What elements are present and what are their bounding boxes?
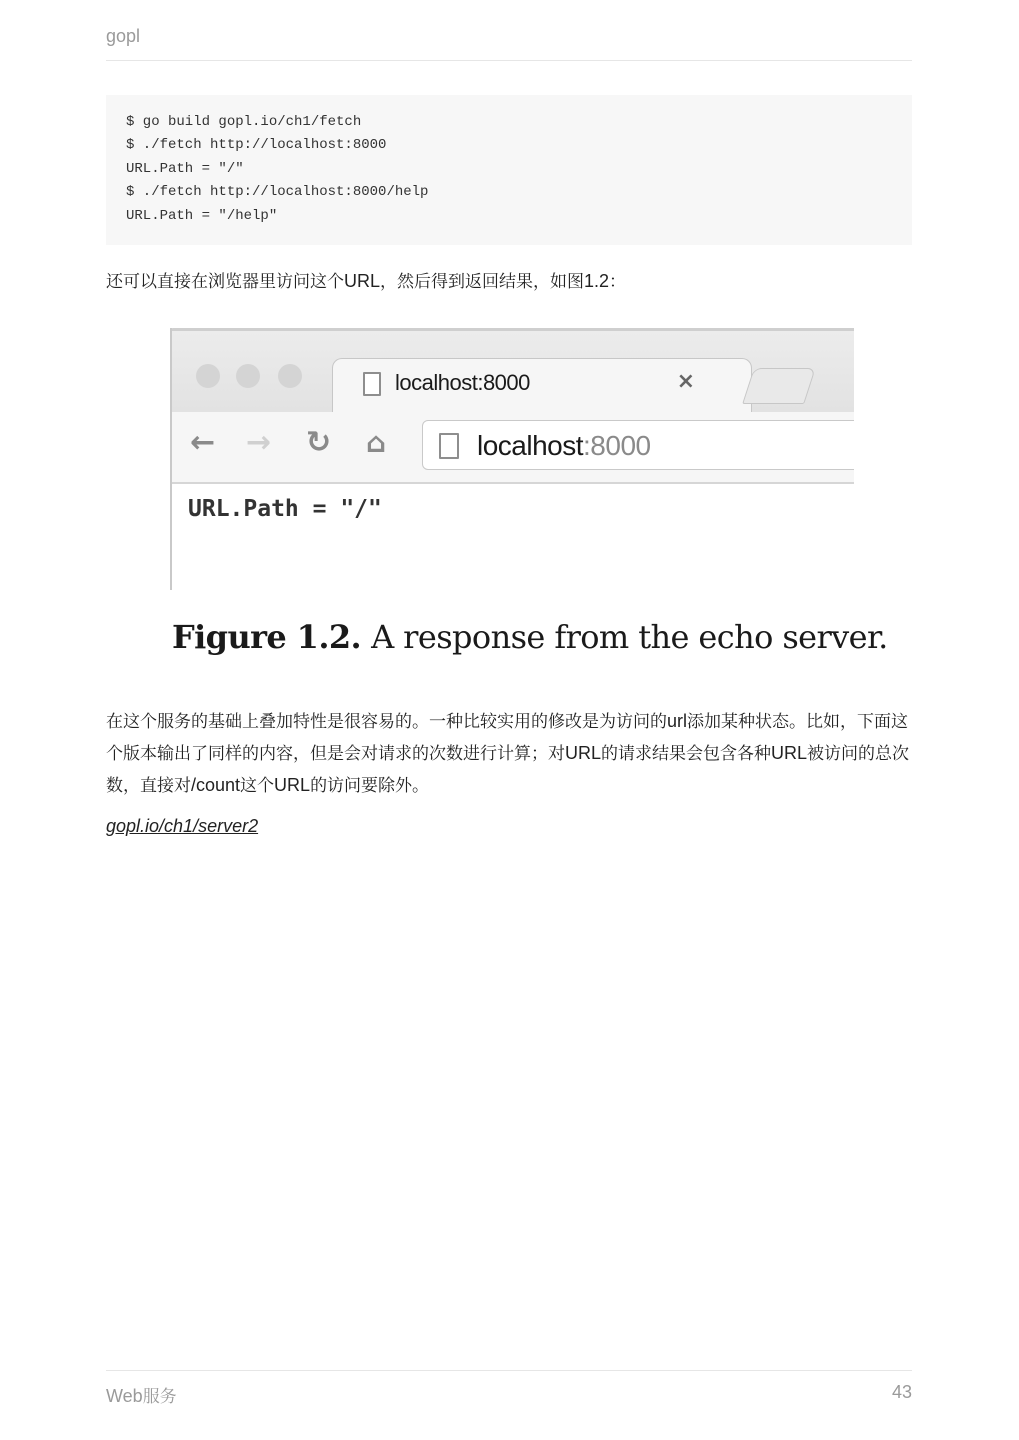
new-tab-button [742, 368, 816, 404]
paragraph-text: 的请求结果会包含各种 [601, 744, 772, 764]
caption-text: A response from the echo server. [371, 618, 888, 656]
address-bar [422, 420, 854, 470]
page-number: 43 [891, 1382, 912, 1402]
code-line: $ go build gopl.io/ch1/fetch [126, 114, 362, 130]
paragraph-text: 添加某种状态。比如，下面这个版本输出了同样的内容，但是会对请求的次数进行计算；对 [106, 712, 909, 764]
paragraph-text: 这个 [240, 776, 275, 796]
forward-arrow-icon: → [246, 425, 272, 460]
figure-top-edge [170, 328, 854, 331]
window-close-dot [196, 364, 220, 388]
code-block [106, 95, 912, 245]
back-arrow-icon: ← [190, 425, 216, 460]
window-minimize-dot [236, 364, 260, 388]
page-icon [363, 372, 381, 396]
paragraph-text: /count [191, 775, 241, 795]
paragraph-text: 1.2 [584, 271, 610, 291]
reload-icon: ↻ [306, 425, 332, 460]
footer-section-title [106, 1382, 177, 1407]
paragraph-text: URL [771, 743, 808, 763]
figure-caption [172, 618, 888, 656]
browser-toolbar [172, 412, 854, 484]
paragraph-text: URL [274, 775, 311, 795]
browser-page-content: URL.Path = "/" [188, 496, 382, 522]
footer-section-prefix: Web [106, 1386, 143, 1406]
address-host: localhost [477, 430, 584, 461]
paragraph-body [106, 706, 912, 802]
footer-divider [106, 1370, 912, 1371]
window-zoom-dot [278, 364, 302, 388]
paragraph-text: ： [609, 272, 627, 292]
page-header-title: gopl [106, 26, 141, 46]
paragraph-text: 的访问要除外。 [310, 776, 430, 796]
paragraph-text: ，然后得到返回结果，如图 [380, 272, 585, 292]
figure-browser-screenshot [170, 328, 854, 590]
caption-label: Figure 1.2. [172, 618, 362, 656]
code-line: $ ./fetch http://localhost:8000/help [126, 184, 429, 201]
source-link[interactable]: gopl.io/ch1/server2 [106, 816, 259, 836]
close-icon: × [676, 369, 695, 394]
paragraph-text: URL [565, 743, 602, 763]
paragraph-text: url [667, 711, 688, 731]
footer-section-cjk: 服务 [142, 1387, 177, 1407]
code-line: URL.Path = "/" [126, 160, 244, 177]
paragraph-intro [106, 266, 912, 298]
tab-title: localhost:8000 [395, 370, 530, 395]
header-divider [106, 60, 912, 61]
paragraph-text: 在这个服务的基础上叠加特性是很容易的。一种比较实用的修改是为访问的 [106, 712, 667, 732]
code-line: URL.Path = "/help" [126, 207, 278, 224]
paragraph-text: 还可以直接在浏览器里访问这个 [106, 272, 344, 292]
figure-left-edge [170, 328, 172, 590]
browser-tab [332, 358, 752, 414]
code-line: $ ./fetch http://localhost:8000 [126, 137, 387, 154]
browser-tabbar [172, 330, 854, 412]
page-icon [439, 433, 459, 459]
paragraph-text: 被访问的总次数，直接对 [106, 744, 910, 796]
address-port: :8000 [583, 430, 651, 461]
paragraph-text: URL [344, 271, 381, 291]
address-url [477, 430, 651, 462]
home-icon: ⌂ [366, 426, 387, 459]
